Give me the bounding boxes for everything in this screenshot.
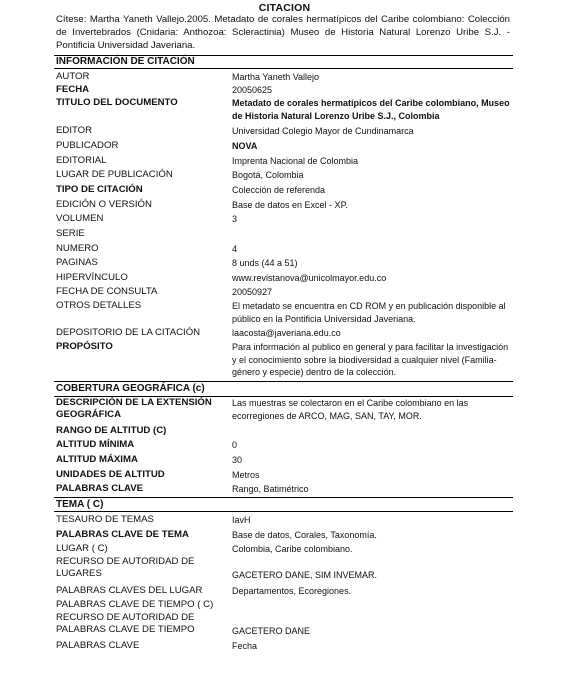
field-label: ALTITUD MÁXIMA (56, 454, 138, 465)
field-label: AUTOR (56, 71, 90, 82)
field-label: OTROS DETALLES (56, 300, 142, 311)
field-label: FECHA DE CONSULTA (56, 286, 158, 297)
field-value: Metadato de corales hermatípicos del Caribe colombiano, Museo de Historia Natural Lorenzo Uribe S.J., Colombia (232, 98, 510, 121)
field-label: FECHA (56, 84, 90, 95)
field-label: TITULO DEL DOCUMENTO (56, 97, 178, 108)
field-value: 8 unds (44 a 51) (232, 258, 298, 268)
field-label: SERIE (56, 228, 85, 239)
field-value: Rango, Batimétrico (232, 484, 309, 494)
field-value: GACETERO DANE (232, 626, 311, 636)
field-value: Universidad Colegio Mayor de Cundinamarca (232, 126, 414, 136)
field-value: Bogotá, Colombia (232, 170, 304, 180)
field-label: PALABRAS CLAVES DEL LUGAR (56, 585, 203, 596)
field-label: RECURSO DE AUTORIDAD DE LUGARES (56, 556, 195, 579)
field-label: PAGINAS (56, 257, 98, 268)
field-label: PALABRAS CLAVE DE TIEMPO ( C) (56, 599, 214, 610)
field-value: Base de datos, Corales, Taxonomía. (232, 530, 377, 540)
field-label: PUBLICADOR (56, 140, 119, 151)
field-label: ALTITUD MÍNIMA (56, 439, 135, 450)
hyperlink-value: www.revistanova@unicolmayor.edu.co (232, 273, 387, 283)
field-value: GACETERO DANE, SIM INVEMAR. (232, 570, 378, 580)
field-value: Base de datos en Excel - XP. (232, 200, 348, 210)
field-value: Imprenta Nacional de Colombia (232, 156, 359, 166)
field-label: HIPERVÍNCULO (56, 272, 128, 283)
section-tema: TEMA ( C) (56, 499, 104, 510)
field-value: Colección de referenda (232, 185, 326, 195)
field-label: TESAURO DE TEMAS (56, 514, 154, 525)
divider (54, 497, 513, 498)
field-label: EDITORIAL (56, 155, 107, 166)
field-value: laacosta@javeriana.edu.co (232, 328, 341, 338)
section-cobertura-geografica: COBERTURA GEOGRÁFICA (c) (56, 383, 205, 394)
field-value: Colombia, Caribe colombiano. (232, 544, 353, 554)
field-label: TIPO DE CITACIÓN (56, 184, 143, 195)
field-label: RANGO DE ALTITUD (C) (56, 425, 167, 436)
field-value: IavH (232, 515, 251, 525)
page-title: CITACION (258, 2, 311, 14)
field-label: EDITOR (56, 125, 93, 136)
field-label: PALABRAS CLAVE (56, 640, 140, 651)
divider (54, 511, 513, 512)
field-label: PROPÓSITO (56, 341, 113, 352)
field-label: LUGAR DE PUBLICACIÓN (56, 169, 173, 180)
field-label: RECURSO DE AUTORIDAD DE PALABRAS CLAVE DE TIEMPO (56, 612, 195, 635)
field-label: NUMERO (56, 243, 99, 254)
field-label: VOLUMEN (56, 213, 104, 224)
field-label: DESCRIPCIÓN DE LA EXTENSIÓN GEOGRÁFICA (56, 397, 212, 420)
field-label: PALABRAS CLAVE DE TEMA (56, 529, 189, 540)
field-label: DEPOSITORIO DE LA CITACIÓN (56, 327, 201, 338)
citation-text: Cítese: Martha Yaneth Vallejo.2005. Metadato de corales hermatípicos del Caribe colombiano: Colección de Invertebrados (Cnidaria: Anthozoa: Scleractinia) Museo de Historia Natural Lorenzo Uribe S.J. - Pontificia Universidad Javeriana. (56, 14, 510, 51)
field-label: UNIDADES DE ALTITUD (56, 469, 165, 480)
field-value: 0 (232, 440, 238, 450)
field-value: 30 (232, 455, 243, 465)
field-value: Las muestras se colectaron en el Caribe colombiano en las ecorregiones de ARCO, MAG, SAN, TAY, MOR. (232, 398, 469, 421)
field-label: LUGAR ( C) (56, 543, 108, 554)
field-value: 4 (232, 244, 238, 254)
field-label: EDICIÓN O VERSIÓN (56, 199, 152, 210)
section-informacion-citacion: INFORMACIÓN DE CITACIÓN (56, 56, 195, 67)
divider (54, 381, 513, 382)
field-value: El metadato se encuentra en CD ROM y en publicación disponible al público en la Pontificia Universidad Javeriana. (232, 301, 506, 324)
field-label: PALABRAS CLAVE (56, 483, 144, 494)
field-value: 3 (232, 214, 238, 224)
divider (54, 68, 513, 69)
field-value: 20050927 (232, 287, 273, 297)
field-value: NOVA (232, 141, 258, 151)
field-value: Para información al publico en general y para facilitar la investigación y el conocimiento sobre la biodiversidad a cualquier nivel (Familia-género y especie) dentro de la colección. (232, 342, 509, 377)
field-value: Fecha (232, 641, 258, 651)
field-value: Departamentos, Ecoregiones. (232, 586, 352, 596)
field-value: 20050625 (232, 85, 273, 95)
field-value: Metros (232, 470, 260, 480)
field-value: Martha Yaneth Vallejo (232, 72, 320, 82)
